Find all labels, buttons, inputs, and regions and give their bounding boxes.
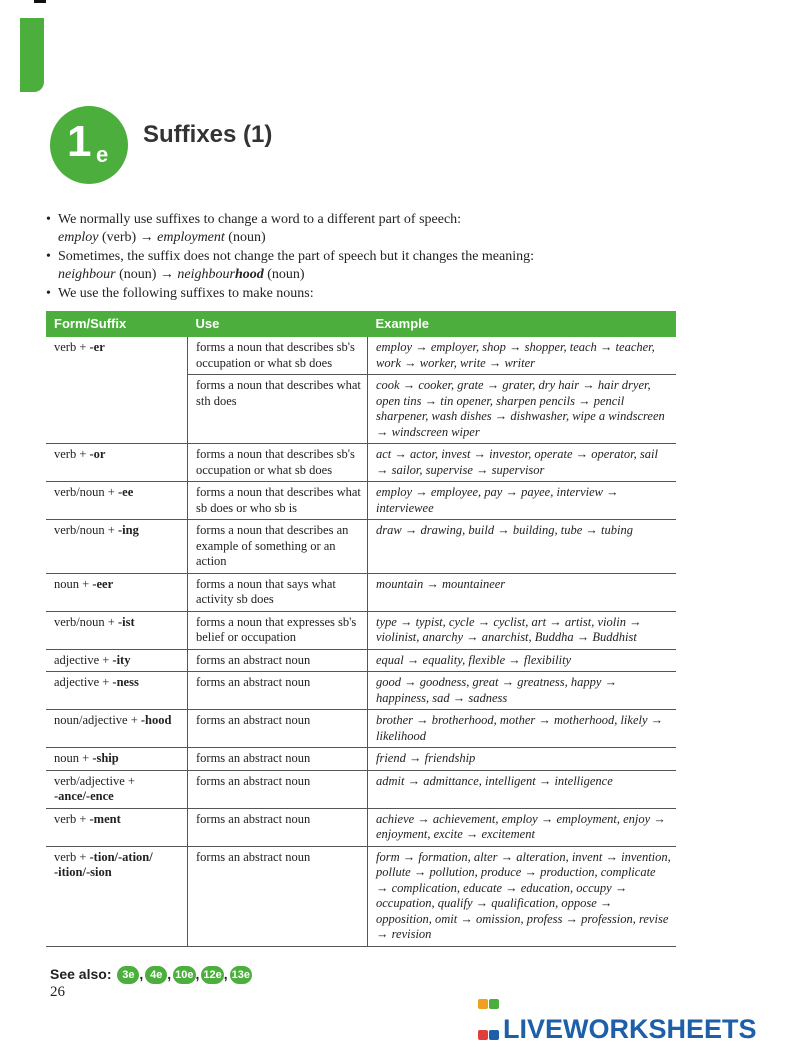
see-also-unit-badge[interactable]: 13e xyxy=(230,966,252,984)
liveworksheets-watermark xyxy=(478,986,757,1045)
use-cell: forms a noun that says what activity sb does xyxy=(188,573,368,611)
bullet-text: • We normally use suffixes to change a word to a different part of speech: xyxy=(58,212,462,227)
table-row xyxy=(46,520,676,574)
page-number: 26 xyxy=(50,984,65,1000)
example-cell: good → goodness, great → greatness, happy → happiness, sad → sadness xyxy=(368,672,677,710)
example-cell: form → formation, alter → alteration, invent → invention, pollute → pollution, produce → production, complicate → complication, educate → education, occupy → occupation, qualify → qualification, oppose → opposition, omit → omission, profess → profession, revise → revision xyxy=(368,846,677,946)
table-row xyxy=(46,482,676,520)
use-cell: forms an abstract noun xyxy=(188,649,368,672)
use-cell: forms an abstract noun xyxy=(188,710,368,748)
bullet-example: neighbour (noun) → neighbourhood (noun) xyxy=(58,267,305,282)
example-cell: mountain → mountaineer xyxy=(368,573,677,611)
suffix-table xyxy=(46,311,676,947)
form-suffix-cell: adjective + -ness xyxy=(46,672,188,710)
example-cell: friend → friendship xyxy=(368,748,677,771)
table-row xyxy=(46,649,676,672)
use-cell: forms a noun that describes what sb does or who sb is xyxy=(188,482,368,520)
use-cell: forms an abstract noun xyxy=(188,770,368,808)
table-row xyxy=(46,808,676,846)
example-cell: type → typist, cycle → cyclist, art → artist, violin → violinist, anarchy → anarchist, Buddha → Buddhist xyxy=(368,611,677,649)
see-also-unit-badge[interactable]: 12e xyxy=(201,966,223,984)
bullet-text: • We use the following suffixes to make nouns: xyxy=(58,286,314,301)
liveworksheets-logo-icon xyxy=(478,986,500,1008)
table-row xyxy=(46,611,676,649)
form-suffix-cell: verb + -tion/-ation/ -ition/-sion xyxy=(46,846,188,946)
example-cell: cook → cooker, grate → grater, dry hair → hair dryer, open tins → tin opener, sharpen pencils → pencil sharpener, wash dishes → dishwasher, wipe a windscreen → windscreen wiper xyxy=(368,375,677,444)
table-row xyxy=(46,846,676,946)
form-suffix-cell: adjective + -ity xyxy=(46,649,188,672)
example-cell: employ → employee, pay → payee, interview → interviewee xyxy=(368,482,677,520)
table-row xyxy=(46,770,676,808)
table-row xyxy=(46,710,676,748)
example-cell: achieve → achievement, employ → employment, enjoy → enjoyment, excite → excitement xyxy=(368,808,677,846)
form-suffix-cell: verb + -ment xyxy=(46,808,188,846)
use-cell: forms a noun that describes sb's occupation or what sb does xyxy=(188,337,368,375)
use-cell: forms a noun that expresses sb's belief or occupation xyxy=(188,611,368,649)
intro-bullet xyxy=(46,248,706,284)
table-row xyxy=(46,573,676,611)
unit-number: 1 xyxy=(67,117,92,166)
page-title: Suffixes (1) xyxy=(143,121,273,148)
form-suffix-cell: verb + -er xyxy=(46,337,188,444)
table-header-row xyxy=(46,311,676,337)
example-cell: admit → admittance, intelligent → intelligence xyxy=(368,770,677,808)
top-edge-mark xyxy=(34,0,46,3)
see-also-unit-badge[interactable]: 3e xyxy=(117,966,139,984)
use-cell: forms an abstract noun xyxy=(188,846,368,946)
use-cell: forms an abstract noun xyxy=(188,672,368,710)
watermark-text: LIVEWORKSHEETS xyxy=(503,1014,757,1044)
form-suffix-cell: noun + -ship xyxy=(46,748,188,771)
example-cell: draw → drawing, build → building, tube → tubing xyxy=(368,520,677,574)
see-also-unit-badge[interactable]: 10e xyxy=(173,966,195,984)
example-cell: employ → employer, shop → shopper, teach → teacher, work → worker, write → writer xyxy=(368,337,677,375)
unit-letter: e xyxy=(96,142,109,167)
table-row xyxy=(46,672,676,710)
use-cell: forms an abstract noun xyxy=(188,808,368,846)
use-cell: forms a noun that describes an example of something or an action xyxy=(188,520,368,574)
header-use: Use xyxy=(188,311,368,337)
form-suffix-cell: noun + -eer xyxy=(46,573,188,611)
example-cell: equal → equality, flexible → flexibility xyxy=(368,649,677,672)
intro-bullet xyxy=(46,211,706,247)
see-also-unit-badge[interactable]: 4e xyxy=(145,966,167,984)
form-suffix-cell: verb/noun + -ist xyxy=(46,611,188,649)
example-cell: brother → brotherhood, mother → motherhood, likely → likelihood xyxy=(368,710,677,748)
use-cell: forms a noun that describes what sth does xyxy=(188,375,368,444)
use-cell: forms a noun that describes sb's occupation or what sb does xyxy=(188,444,368,482)
form-suffix-cell: verb/noun + -ee xyxy=(46,482,188,520)
header-form: Form/Suffix xyxy=(46,311,188,337)
bullet-text: • Sometimes, the suffix does not change the part of speech but it changes the meaning: xyxy=(58,249,535,264)
table-row xyxy=(46,337,676,375)
table-row xyxy=(46,444,676,482)
form-suffix-cell: verb/adjective + -ance/-ence xyxy=(46,770,188,808)
table-row xyxy=(46,748,676,771)
intro-bullet xyxy=(46,285,706,303)
bullet-example: employ (verb) → employment (noun) xyxy=(58,230,266,245)
form-suffix-cell: verb/noun + -ing xyxy=(46,520,188,574)
chapter-tab xyxy=(20,18,44,92)
unit-badge xyxy=(50,106,128,184)
header-example: Example xyxy=(368,311,677,337)
intro-bullets xyxy=(46,211,706,304)
see-also: See also: 3e , 4e , 10e , 12e , 13e xyxy=(50,966,252,984)
form-suffix-cell: noun/adjective + -hood xyxy=(46,710,188,748)
example-cell: act → actor, invest → investor, operate → operator, sail → sailor, supervise → supervisor xyxy=(368,444,677,482)
form-suffix-cell: verb + -or xyxy=(46,444,188,482)
see-also-label: See also: xyxy=(50,966,112,982)
use-cell: forms an abstract noun xyxy=(188,748,368,771)
